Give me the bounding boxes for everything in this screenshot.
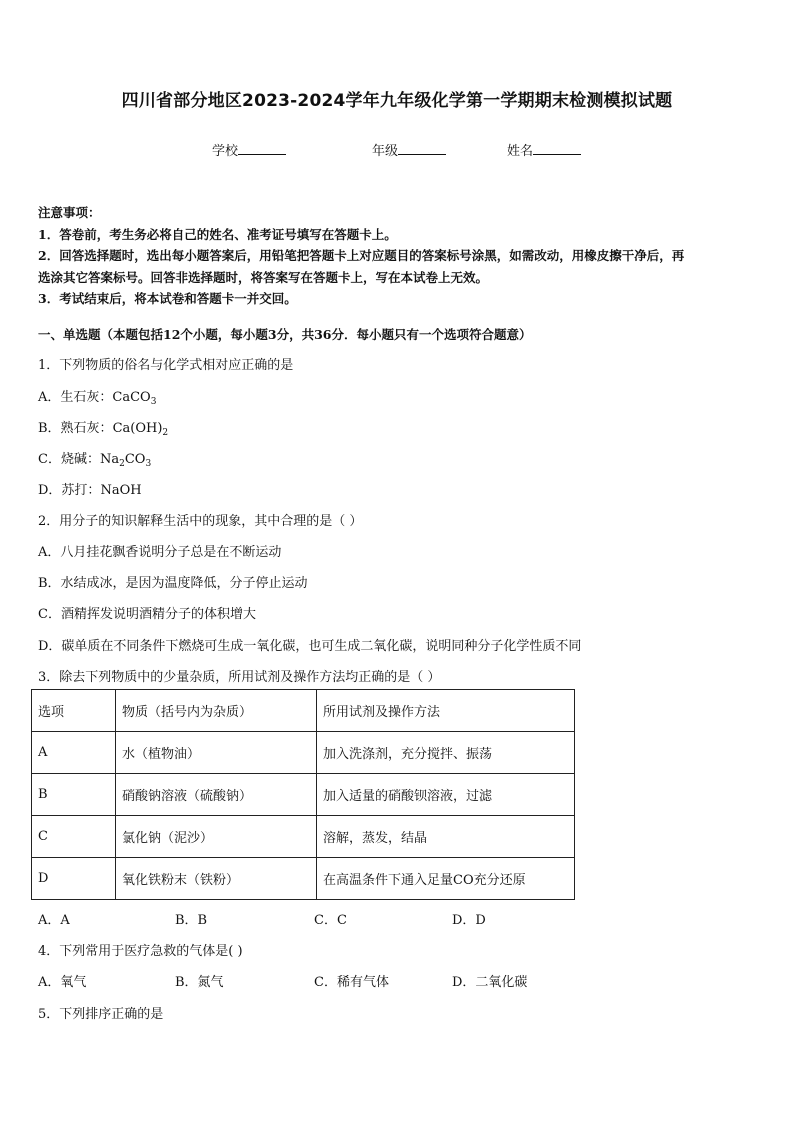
question-4-stem: 4．下列常用于医疗急救的气体是( ) — [38, 944, 243, 959]
table-cell: 加入适量的硝酸钡溶液，过滤 — [317, 774, 575, 816]
grade-blank[interactable] — [398, 142, 446, 155]
q3-option-b[interactable]: B．B — [175, 913, 208, 928]
page-title: 四川省部分地区2023-2024学年九年级化学第一学期期末检测模拟试题 — [121, 91, 673, 111]
q3-option-a[interactable]: A．A — [38, 913, 70, 928]
formula: Na — [99, 452, 120, 467]
school-field[interactable] — [212, 140, 286, 159]
table-cell: 氯化钠（泥沙） — [116, 816, 317, 858]
grade-label: 年级 — [372, 144, 399, 159]
table-cell: 在高温条件下通入足量CO充分还原 — [317, 858, 575, 900]
formula: Ca(OH) — [112, 421, 163, 436]
name-field[interactable] — [507, 140, 581, 159]
q3-option-c[interactable]: C．C — [314, 913, 347, 928]
formula: CO — [124, 452, 146, 467]
option-label: D．苏打： — [38, 483, 101, 498]
table-cell: D — [32, 858, 116, 900]
q1-option-d[interactable] — [38, 479, 142, 498]
q1-option-b[interactable] — [38, 417, 168, 436]
instructions-heading: 注意事项： — [38, 205, 101, 220]
q2-option-b[interactable]: B．水结成冰，是因为温度降低，分子停止运动 — [38, 576, 308, 591]
q4-option-b[interactable]: B．氮气 — [175, 975, 224, 990]
name-label: 姓名 — [507, 144, 534, 159]
table-cell: C — [32, 816, 116, 858]
table-cell: A — [32, 732, 116, 774]
table-cell: 氧化铁粉末（铁粉） — [116, 858, 317, 900]
instruction-item: 选涂其它答案标号。回答非选择题时，将答案写在答题卡上，写在本试卷上无效。 — [38, 269, 489, 285]
formula: NaOH — [100, 483, 142, 498]
table-row — [32, 858, 575, 900]
school-label: 学校 — [212, 144, 239, 159]
instruction-item: 2．回答选择题时，选出每小题答案后，用铅笔把答题卡上对应题目的答案标号涂黑，如需改动，用橡皮擦干净后，再 — [38, 248, 685, 263]
table-header: 物质（括号内为杂质） — [116, 690, 317, 732]
question-5-stem: 5．下列排序正确的是 — [38, 1007, 164, 1022]
instructions — [38, 202, 760, 310]
option-label: A．生石灰： — [38, 390, 113, 405]
table-row — [32, 732, 575, 774]
name-blank[interactable] — [533, 142, 581, 155]
table-row — [32, 774, 575, 816]
option-label: B．熟石灰： — [38, 421, 113, 436]
q2-option-d[interactable]: D．碳单质在不同条件下燃烧可生成一氧化碳，也可生成二氧化碳，说明同种分子化学性质不同 — [38, 639, 582, 654]
option-label: C．烧碱： — [38, 452, 100, 467]
section-heading: 一、单选题（本题包括12个小题，每小题3分，共36分．每小题只有一个选项符合题意） — [38, 327, 532, 342]
school-blank[interactable] — [238, 142, 286, 155]
q4-option-c[interactable]: C．稀有气体 — [314, 975, 389, 990]
subscript: 3 — [145, 459, 152, 469]
grade-field[interactable] — [372, 140, 446, 159]
table-header-row — [32, 690, 575, 732]
q2-option-c[interactable]: C．酒精挥发说明酒精分子的体积增大 — [38, 607, 256, 622]
table-cell: 硝酸钠溶液（硫酸钠） — [116, 774, 317, 816]
q4-option-a[interactable]: A．氧气 — [38, 975, 87, 990]
table-header: 选项 — [32, 690, 116, 732]
table-cell: 水（植物油） — [116, 732, 317, 774]
table-cell: 溶解，蒸发，结晶 — [317, 816, 575, 858]
table-header: 所用试剂及操作方法 — [317, 690, 575, 732]
instruction-item: 1．答卷前，考生务必将自己的姓名、准考证号填写在答题卡上。 — [38, 226, 397, 242]
question-2-stem: 2．用分子的知识解释生活中的现象，其中合理的是（ ） — [38, 514, 363, 529]
q4-option-d[interactable]: D．二氧化碳 — [452, 975, 528, 990]
table-row — [32, 816, 575, 858]
table-cell: 加入洗涤剂，充分搅拌、振荡 — [317, 732, 575, 774]
subscript: 2 — [119, 459, 125, 469]
formula: CaCO — [112, 390, 151, 405]
instruction-item: 3．考试结束后，将本试卷和答题卡一并交回。 — [38, 291, 297, 306]
q3-table — [31, 689, 575, 900]
q1-option-c[interactable] — [38, 448, 151, 467]
table-cell: B — [32, 774, 116, 816]
question-1-stem: 1．下列物质的俗名与化学式相对应正确的是 — [38, 358, 294, 373]
subscript: 3 — [150, 397, 157, 407]
q1-option-a[interactable] — [38, 386, 156, 405]
q3-option-d[interactable]: D．D — [452, 913, 486, 928]
question-3-stem: 3．除去下列物质中的少量杂质，所用试剂及操作方法均正确的是（ ） — [38, 670, 441, 685]
q2-option-a[interactable]: A．八月挂花飘香说明分子总是在不断运动 — [38, 545, 282, 560]
subscript: 2 — [162, 428, 169, 438]
